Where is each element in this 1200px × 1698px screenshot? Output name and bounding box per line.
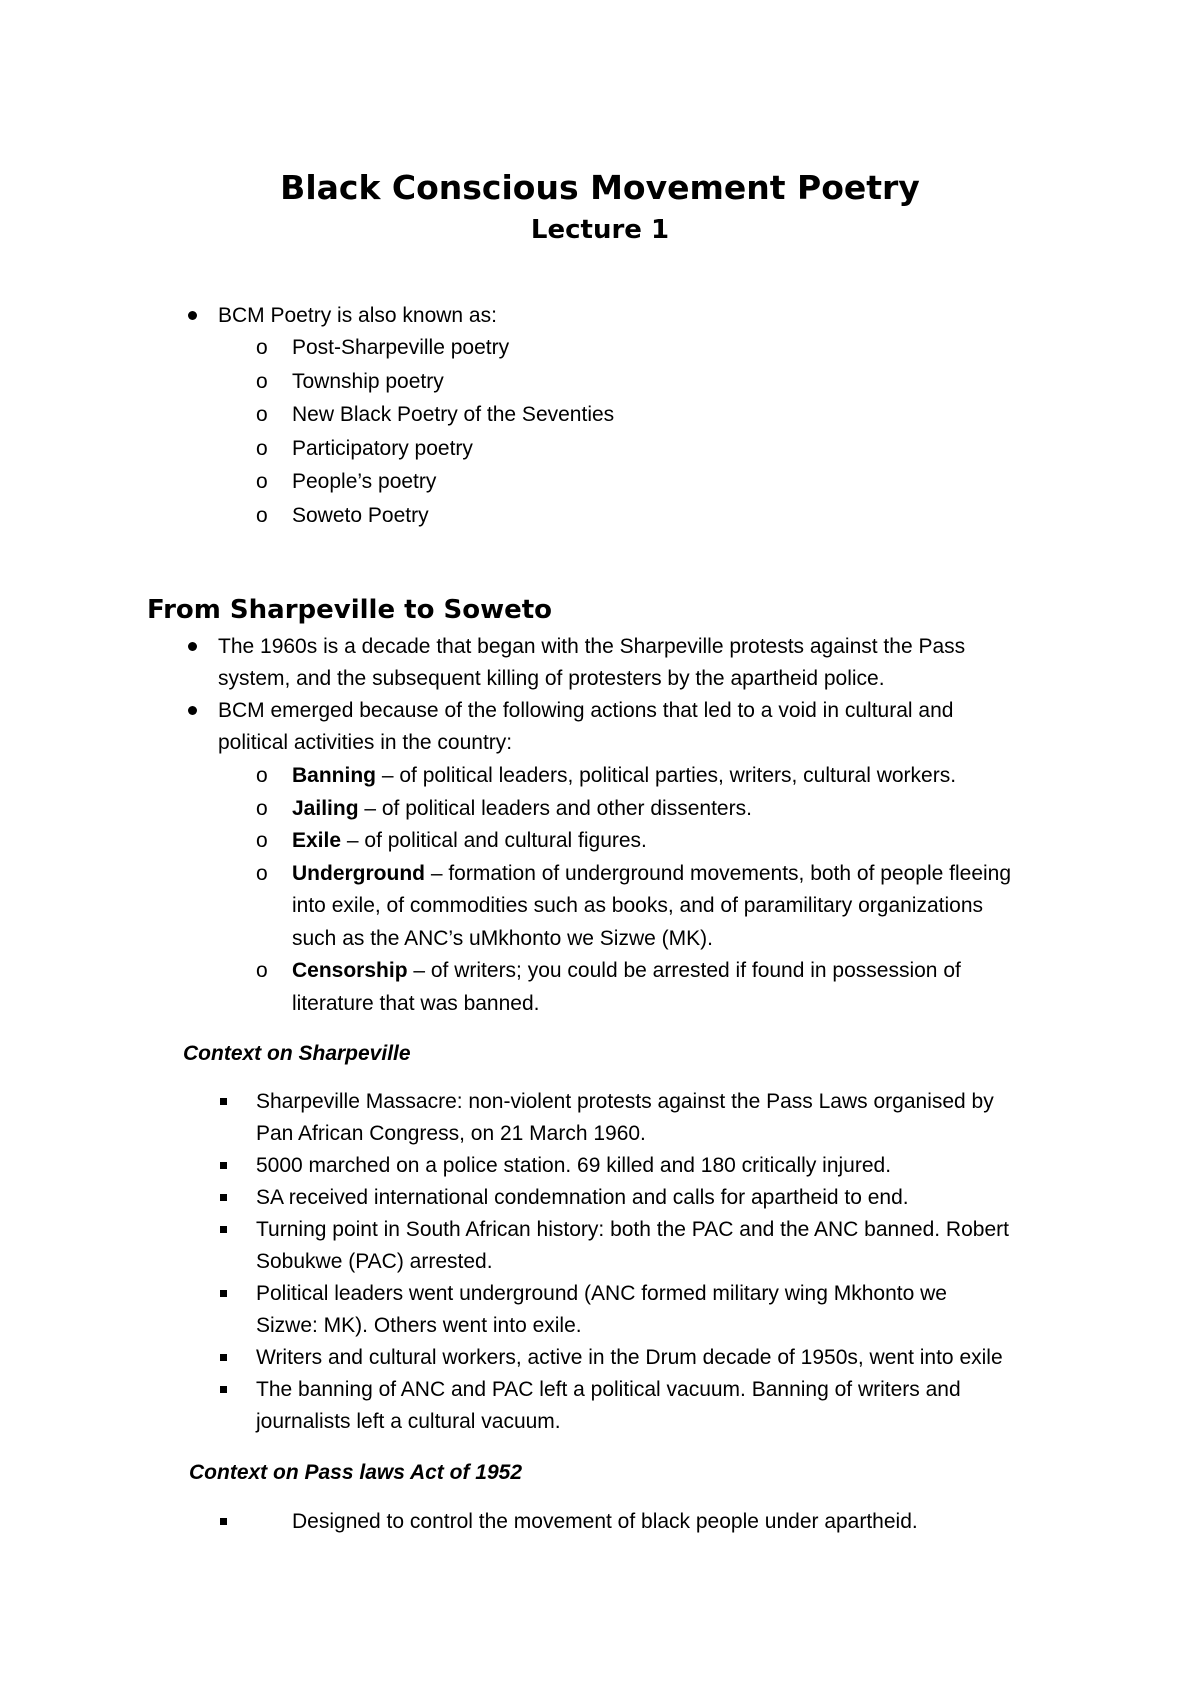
action-item-line <box>292 795 752 823</box>
sub-bullet-circle-icon: o <box>256 369 268 393</box>
pass-laws-item: Designed to control the movement of black people under apartheid. <box>292 1510 918 1533</box>
sub-bullet-circle-icon: o <box>256 829 268 852</box>
intro-bullet-text: BCM Poetry is also known as: <box>218 304 497 327</box>
sharpeville-item-line: Sharpeville Massacre: non-violent protests against the Pass Laws organised by <box>256 1090 994 1113</box>
sharpeville-item-line: Political leaders went underground (ANC formed military wing Mkhonto we <box>256 1282 947 1305</box>
section-bullet-2-line-2: political activities in the country: <box>218 731 513 754</box>
sub-bullet-circle-icon: o <box>256 436 268 460</box>
intro-sub-item: People’s poetry <box>292 470 437 494</box>
document-subtitle: Lecture 1 <box>530 215 670 245</box>
section-bullet-1-line-2: system, and the subsequent killing of protesters by the apartheid police. <box>218 667 885 690</box>
sharpeville-item-line: Pan African Congress, on 21 March 1960. <box>256 1122 646 1145</box>
bullet-dot-icon <box>188 311 197 320</box>
bullet-square-icon <box>220 1518 227 1525</box>
bullet-square-icon <box>220 1098 227 1105</box>
intro-sub-item: New Black Poetry of the Seventies <box>292 403 615 427</box>
intro-sub-item: Participatory poetry <box>292 436 473 460</box>
sub-bullet-circle-icon: o <box>256 959 268 982</box>
action-term: Exile <box>292 829 342 852</box>
action-term: Jailing <box>292 796 359 820</box>
sharpeville-item-line: journalists left a cultural vacuum. <box>256 1410 561 1433</box>
sharpeville-item-line: Writers and cultural workers, active in the Drum decade of 1950s, went into exile <box>256 1346 1003 1369</box>
sharpeville-item-line: The banning of ANC and PAC left a political vacuum. Banning of writers and <box>256 1378 961 1401</box>
sub-bullet-circle-icon: o <box>256 336 268 359</box>
bullet-square-icon <box>220 1162 227 1169</box>
sub-bullet-circle-icon: o <box>256 504 268 527</box>
bullet-square-icon <box>220 1226 227 1233</box>
section-heading: From Sharpeville to Soweto <box>147 595 553 625</box>
sub-bullet-circle-icon: o <box>256 796 268 820</box>
action-item-line: literature that was banned. <box>292 991 540 1015</box>
bullet-square-icon <box>220 1194 227 1201</box>
action-description: – of political and cultural figures. <box>341 829 647 852</box>
sharpeville-context-subheading: Context on Sharpeville <box>183 1042 411 1065</box>
intro-sub-item: Post-Sharpeville poetry <box>292 336 510 359</box>
action-description: – formation of underground movements, both of people fleeing <box>424 861 1012 885</box>
intro-sub-item: Township poetry <box>292 369 444 393</box>
sharpeville-item-line: Turning point in South African history: both the PAC and the ANC banned. Robert <box>256 1218 1009 1241</box>
sharpeville-item-line: 5000 marched on a police station. 69 killed and 180 critically injured. <box>256 1154 892 1177</box>
action-item-line <box>292 762 956 790</box>
action-term: Censorship <box>292 959 408 982</box>
action-item-line: into exile, of commodities such as books, and of paramilitary organizations <box>292 894 984 917</box>
sub-bullet-circle-icon: o <box>256 470 268 494</box>
sharpeville-item-line: Sobukwe (PAC) arrested. <box>256 1250 493 1273</box>
action-description: – of political leaders and other dissenters. <box>358 796 752 820</box>
sharpeville-item-line: Sizwe: MK). Others went into exile. <box>256 1314 582 1337</box>
action-term: Underground <box>292 861 425 885</box>
bullet-dot-icon <box>188 706 197 715</box>
sub-bullet-circle-icon: o <box>256 403 268 427</box>
section-bullet-1-line-1: The 1960s is a decade that began with the Sharpeville protests against the Pass <box>218 635 966 658</box>
pass-laws-context-subheading: Context on Pass laws Act of 1952 <box>189 1461 522 1484</box>
action-item-line <box>292 957 961 985</box>
bullet-dot-icon <box>188 642 197 651</box>
action-description: – of writers; you could be arrested if found in possession of <box>407 959 961 982</box>
bullet-square-icon <box>220 1386 227 1393</box>
action-item-line <box>292 827 647 855</box>
sharpeville-item-line: SA received international condemnation and calls for apartheid to end. <box>256 1186 909 1209</box>
action-term: Banning <box>292 764 376 787</box>
action-item-line <box>292 860 1011 888</box>
document-title: Black Conscious Movement Poetry <box>280 168 920 207</box>
section-bullet-2-line-1: BCM emerged because of the following actions that led to a void in cultural and <box>218 699 954 722</box>
bullet-square-icon <box>220 1290 227 1297</box>
action-item-line: such as the ANC’s uMkhonto we Sizwe (MK). <box>292 926 713 950</box>
sub-bullet-circle-icon: o <box>256 764 268 787</box>
bullet-square-icon <box>220 1354 227 1361</box>
action-description: – of political leaders, political parties, writers, cultural workers. <box>376 764 957 787</box>
intro-sub-item: Soweto Poetry <box>292 504 429 527</box>
sub-bullet-circle-icon: o <box>256 861 268 885</box>
